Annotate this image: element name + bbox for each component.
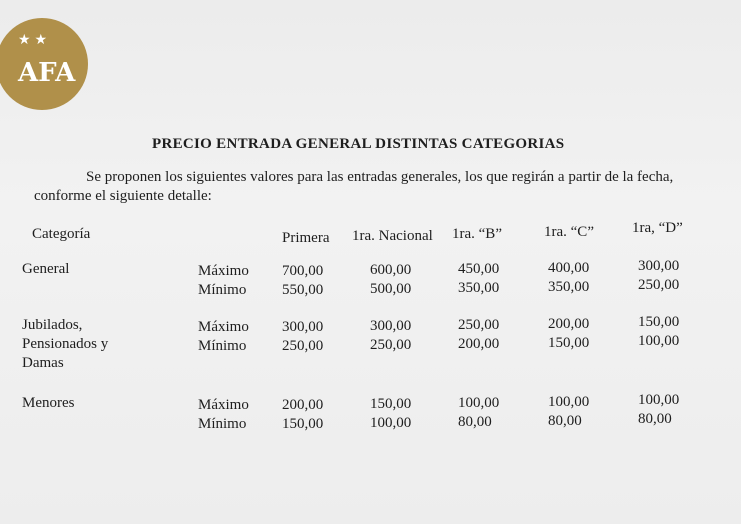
- row-category: Menores: [22, 395, 75, 411]
- header-c: 1ra. “C”: [544, 224, 594, 240]
- min-value: 500,00: [370, 281, 412, 297]
- header-primera: Primera: [282, 230, 330, 246]
- max-value: 250,00: [458, 317, 500, 333]
- min-value: 350,00: [458, 280, 500, 296]
- row-category: Jubilados, Pensionados y Damas: [22, 317, 109, 371]
- max-label: Máximo: [198, 397, 249, 413]
- max-value: 100,00: [638, 392, 680, 408]
- min-value: 550,00: [282, 282, 324, 298]
- min-value: 80,00: [458, 414, 492, 430]
- min-label: Mínimo: [198, 338, 247, 354]
- max-value: 200,00: [548, 316, 590, 332]
- max-value: 150,00: [370, 396, 412, 412]
- max-value: 450,00: [458, 261, 500, 277]
- row-category: General: [22, 261, 70, 277]
- max-value: 600,00: [370, 262, 412, 278]
- min-value: 80,00: [548, 413, 582, 429]
- min-value: 250,00: [282, 338, 324, 354]
- min-value: 250,00: [370, 337, 412, 353]
- header-b: 1ra. “B”: [452, 226, 502, 242]
- max-value: 200,00: [282, 397, 324, 413]
- max-value: 300,00: [282, 319, 324, 335]
- header-nacional: 1ra. Nacional: [352, 228, 433, 244]
- min-value: 200,00: [458, 336, 500, 352]
- max-value: 400,00: [548, 260, 590, 276]
- max-value: 100,00: [548, 394, 590, 410]
- min-value: 80,00: [638, 411, 672, 427]
- intro-paragraph: [34, 168, 714, 206]
- min-value: 250,00: [638, 277, 680, 293]
- document-title: PRECIO ENTRADA GENERAL DISTINTAS CATEGORIAS: [152, 136, 565, 152]
- max-value: 100,00: [458, 395, 500, 411]
- max-label: Máximo: [198, 263, 249, 279]
- min-label: Mínimo: [198, 416, 247, 432]
- logo-stars: ★★: [18, 32, 52, 48]
- intro-text: Se proponen los siguientes valores para las entradas generales, los que regirán a partir de la fecha, conforme el siguiente detalle:: [34, 169, 674, 204]
- afa-logo: [0, 18, 88, 110]
- min-value: 150,00: [282, 416, 324, 432]
- max-value: 150,00: [638, 314, 680, 330]
- min-label: Mínimo: [198, 282, 247, 298]
- min-value: 350,00: [548, 279, 590, 295]
- max-value: 300,00: [370, 318, 412, 334]
- max-value: 300,00: [638, 258, 680, 274]
- max-value: 700,00: [282, 263, 324, 279]
- header-category: Categoría: [32, 226, 91, 242]
- max-label: Máximo: [198, 319, 249, 335]
- min-value: 150,00: [548, 335, 590, 351]
- header-d: 1ra, “D”: [632, 220, 683, 236]
- min-value: 100,00: [370, 415, 412, 431]
- min-value: 100,00: [638, 333, 680, 349]
- logo-text: AFA: [18, 58, 76, 88]
